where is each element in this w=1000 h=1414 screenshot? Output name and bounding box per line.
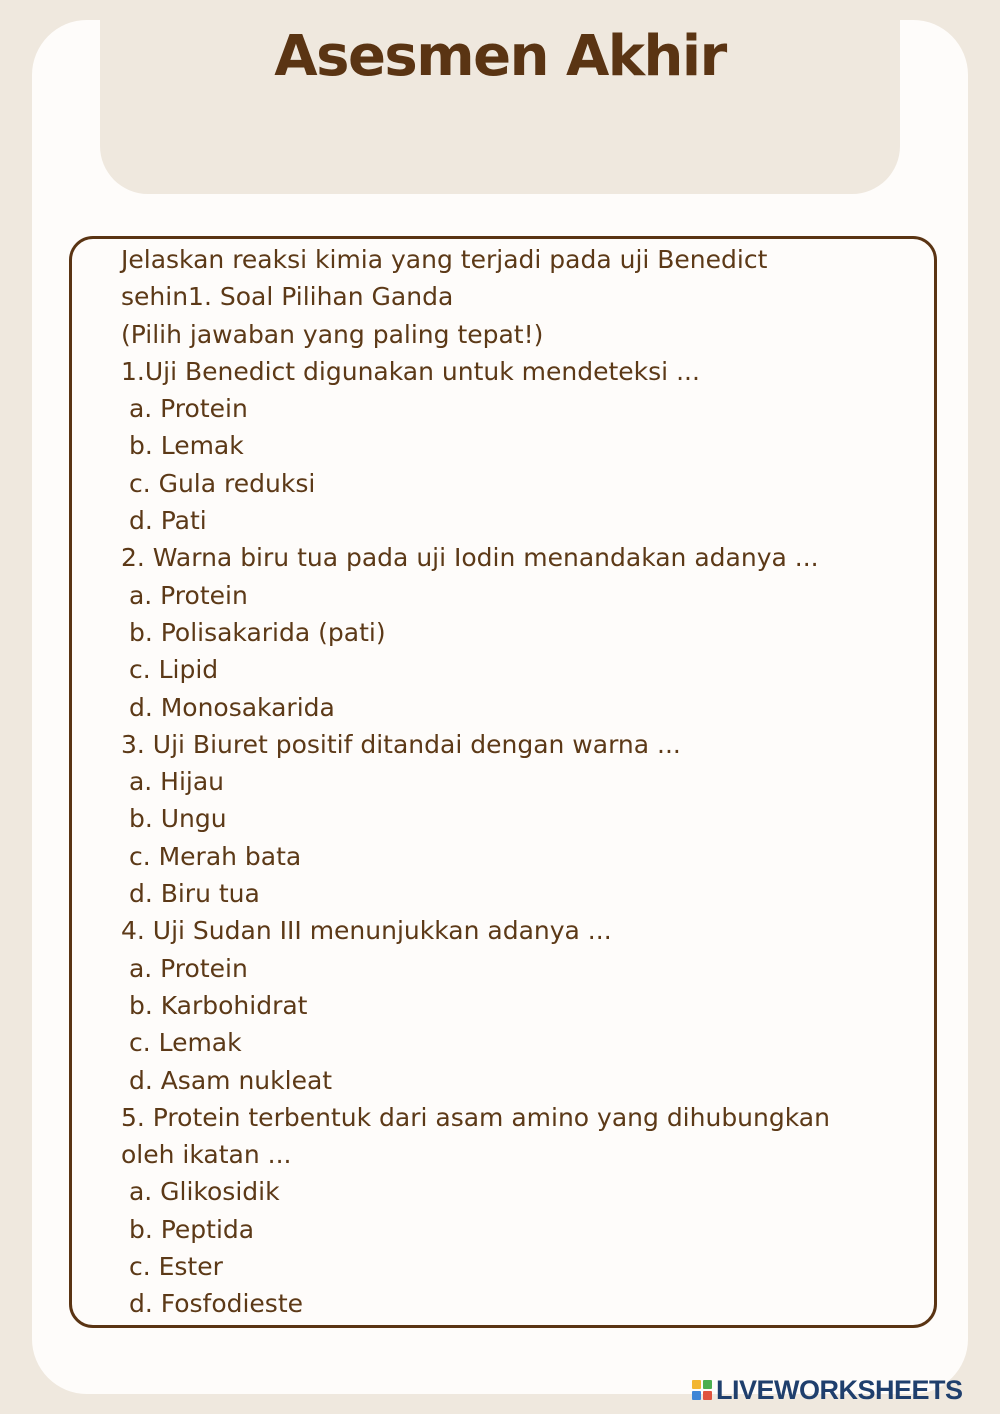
- text-line: a. Protein: [121, 394, 248, 424]
- text-line: c. Merah bata: [121, 841, 302, 871]
- page-title: Asesmen Akhir: [274, 24, 726, 89]
- text-line: d. Fosfodieste: [121, 1289, 304, 1319]
- text-line: sehin1. Soal Pilihan Ganda: [121, 282, 454, 312]
- logo-square: [703, 1380, 712, 1389]
- logo-mark-icon: [692, 1380, 712, 1400]
- logo-text: LIVEWORKSHEETS: [716, 1374, 963, 1405]
- text-line: 4. Uji Sudan III menunjukkan adanya ...: [121, 916, 612, 946]
- text-line: 2. Warna biru tua pada uji Iodin menandakan adanya ...: [121, 543, 819, 573]
- text-line: b. Ungu: [121, 804, 227, 834]
- text-line: d. Pati: [121, 506, 207, 536]
- text-line: 5. Protein terbentuk dari asam amino yang dihubungkan: [121, 1102, 830, 1132]
- text-line: Jelaskan reaksi kimia yang terjadi pada uji Benedict: [121, 245, 768, 274]
- text-line: 3. Uji Biuret positif ditandai dengan warna ...: [121, 729, 681, 759]
- text-line: a. Hijau: [121, 767, 225, 797]
- text-line: b. Karbohidrat: [121, 990, 308, 1020]
- liveworksheets-logo: [692, 1374, 963, 1406]
- logo-square: [703, 1391, 712, 1400]
- text-line: d. Biru tua: [121, 879, 260, 909]
- text-line: b. Polisakarida (pati): [121, 617, 386, 647]
- text-line: a. Glikosidik: [121, 1177, 280, 1207]
- text-line: c. Ester: [121, 1252, 223, 1282]
- text-line: 1.Uji Benedict digunakan untuk mendeteksi ...: [121, 356, 700, 386]
- text-line: (Pilih jawaban yang paling tepat!): [121, 319, 544, 349]
- question-text: [121, 241, 881, 1323]
- text-line: b. Peptida: [121, 1214, 255, 1244]
- logo-square: [692, 1380, 701, 1389]
- logo-square: [692, 1391, 701, 1400]
- text-line: d. Monosakarida: [121, 692, 335, 722]
- text-line: b. Lemak: [121, 431, 244, 461]
- text-line: oleh ikatan ...: [121, 1140, 292, 1170]
- text-line: c. Lipid: [121, 655, 219, 685]
- text-line: c. Lemak: [121, 1028, 242, 1058]
- text-line: a. Protein: [121, 953, 248, 983]
- text-line: a. Protein: [121, 580, 248, 610]
- text-line: d. Asam nukleat: [121, 1065, 333, 1095]
- text-line: c. Gula reduksi: [121, 468, 316, 498]
